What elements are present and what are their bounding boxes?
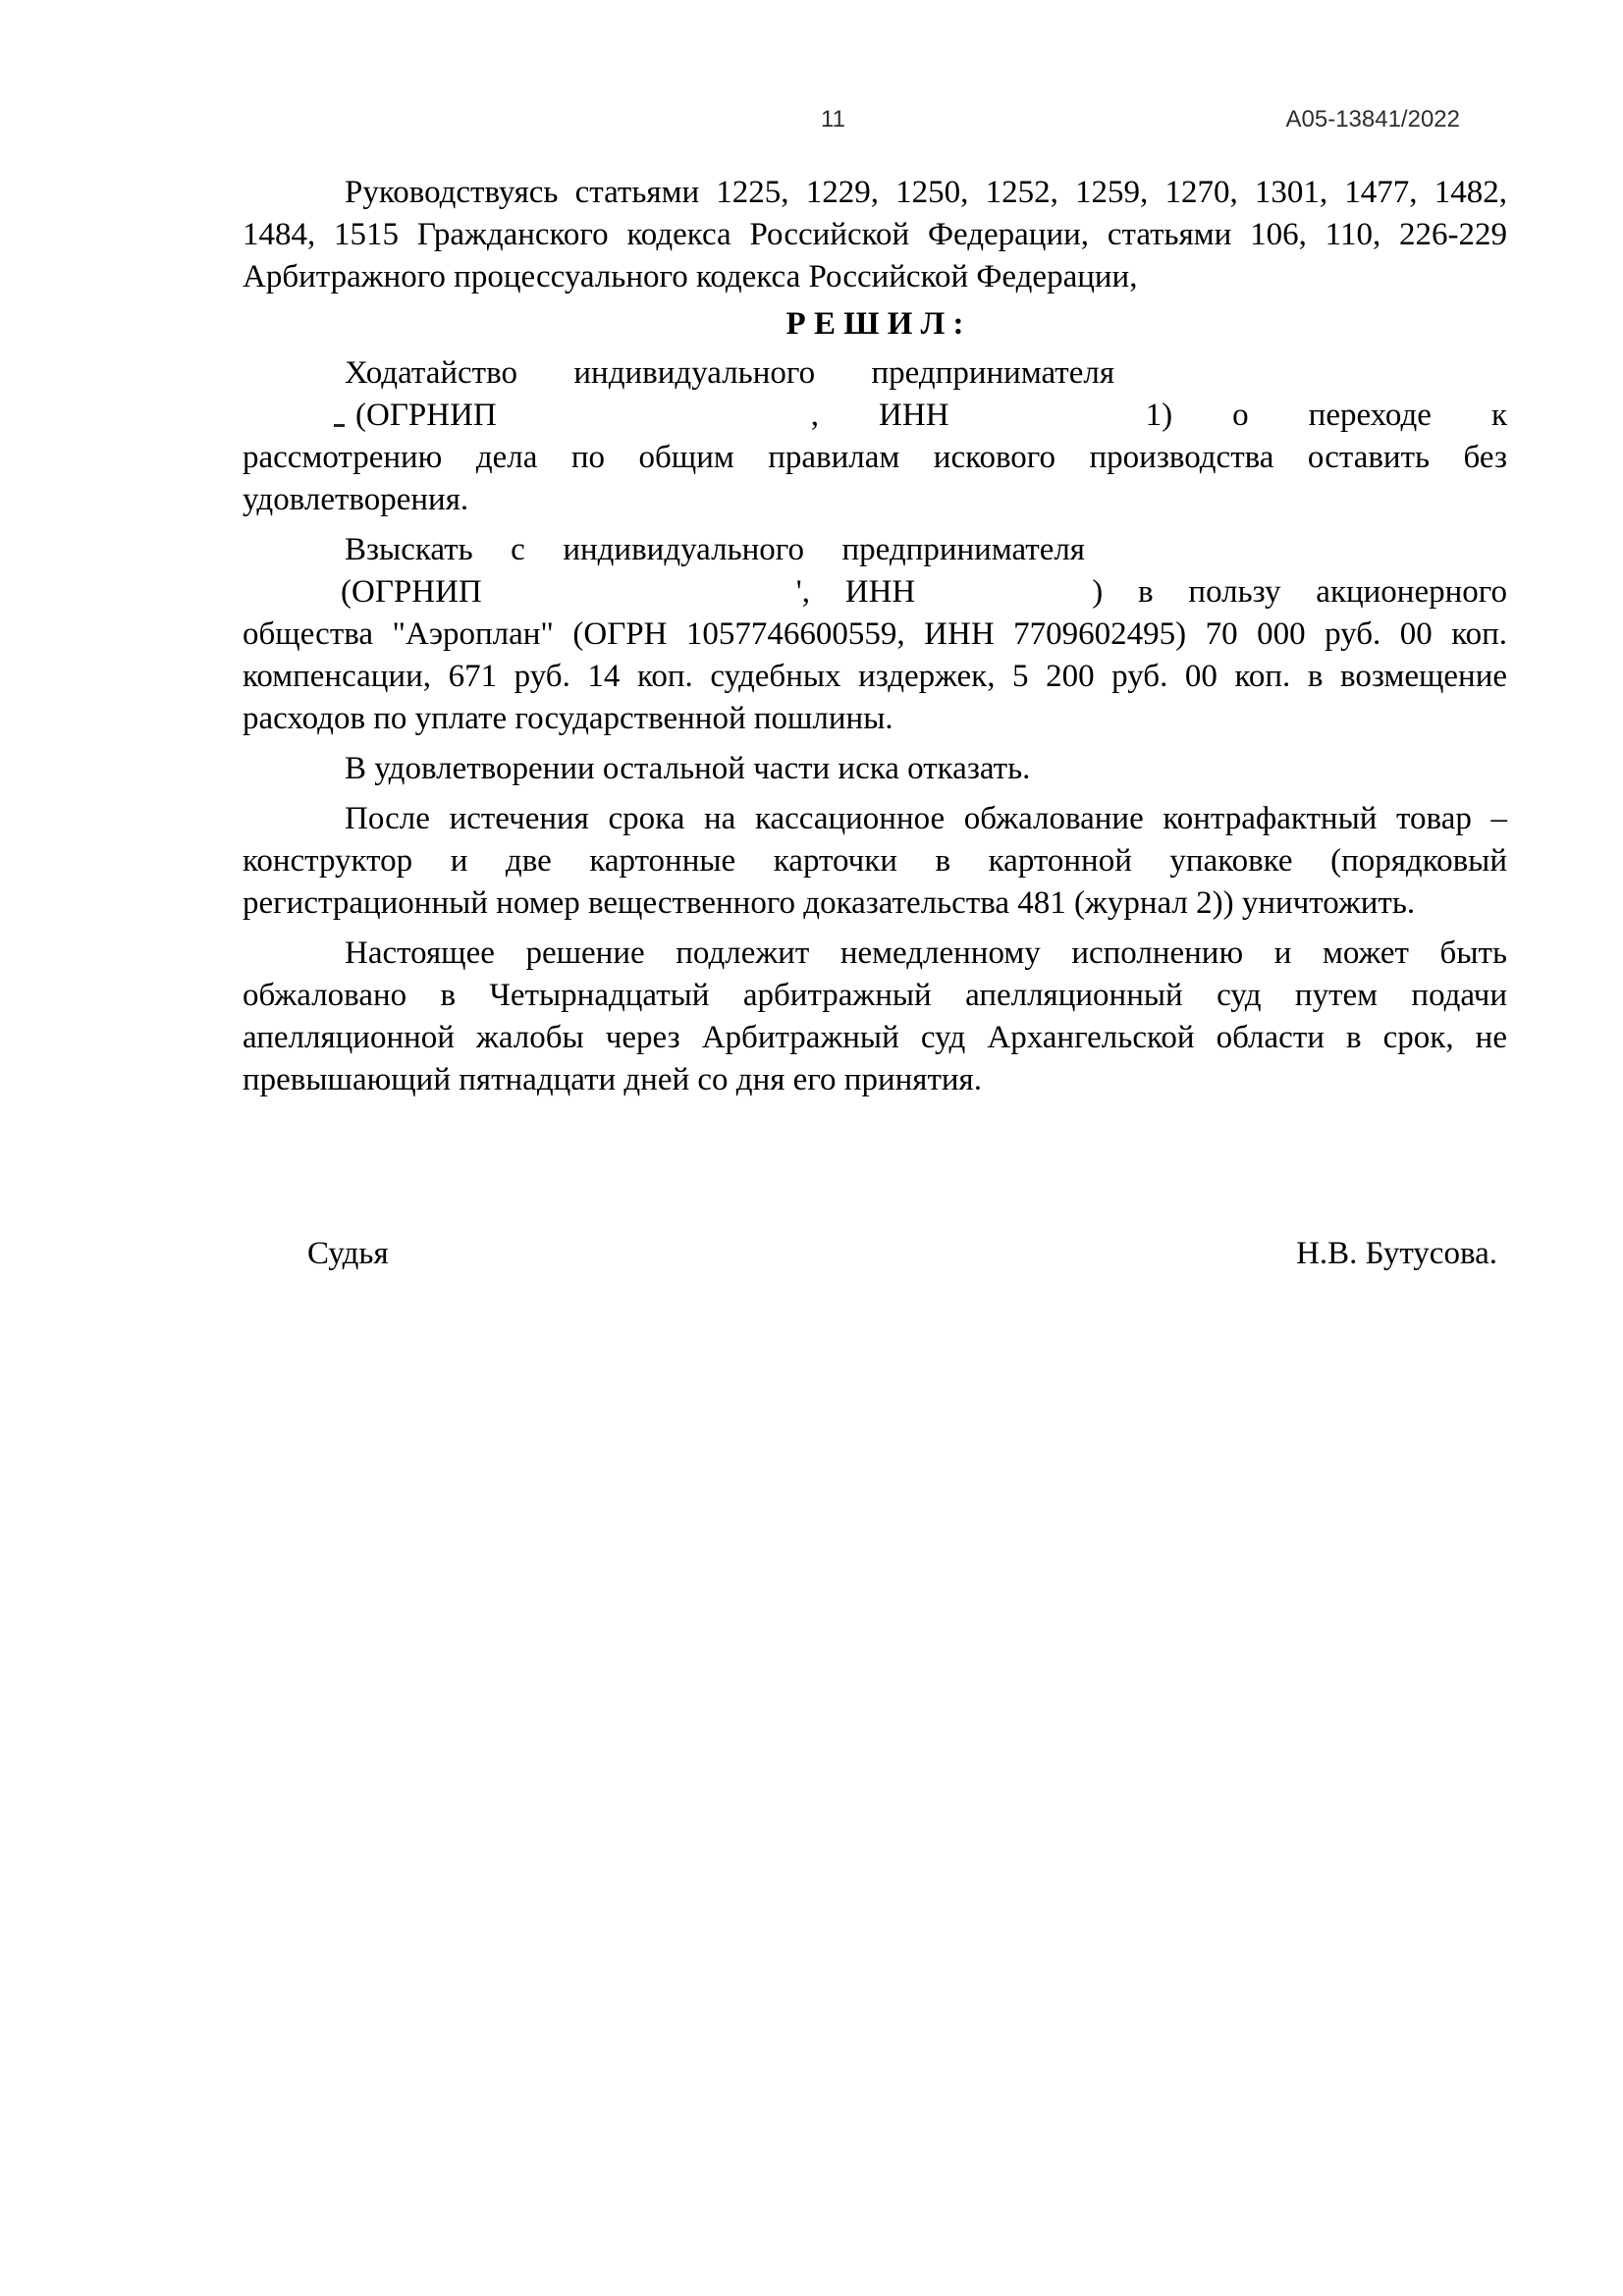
text-line	[243, 975, 1507, 1017]
text-segment: удовлетворения.	[243, 482, 469, 517]
text-line	[243, 698, 1507, 740]
text-line	[243, 840, 1507, 882]
text-segment: ', ИНН	[795, 574, 916, 610]
text-line	[243, 395, 1507, 437]
text-segment: расходов по уплате государственной пошлины.	[243, 701, 893, 736]
text-line	[243, 798, 1507, 840]
text-line	[243, 172, 1507, 214]
text-segment: , ИНН	[810, 398, 949, 433]
text-segment: После истечения срока на кассационное обжалование контрафактный товар –	[345, 801, 1507, 836]
judge-name: Н.В. Бутусова.	[1296, 1236, 1497, 1271]
decision-heading: Р Е Ш И Л :	[785, 306, 964, 342]
text-segment: конструктор и две картонные карточки в картонной упаковке (порядковый	[243, 843, 1507, 879]
redacted-text-area	[949, 424, 1146, 425]
text-segment: ) в пользу акционерного	[1092, 574, 1507, 610]
ruling-paragraphs-slot	[243, 352, 1507, 1101]
text-line	[243, 882, 1507, 925]
text-segment: Взыскать с индивидуального предпринимателя	[345, 532, 1085, 567]
text-line	[243, 214, 1507, 256]
text-segment: апелляционной жалобы через Арбитражный суд Архангельской области в срок, не	[243, 1020, 1507, 1055]
text-line	[243, 1017, 1507, 1059]
text-line	[243, 614, 1507, 656]
text-line	[243, 529, 1507, 571]
document-body	[243, 0, 1507, 1275]
text-segment: рассмотрению дела по общим правилам искового производства оставить без	[243, 440, 1507, 475]
text-line	[243, 479, 1507, 521]
redacted-text-area	[243, 424, 355, 425]
redacted-text-area	[1085, 559, 1507, 560]
text-line	[243, 437, 1507, 479]
signature-row	[243, 1233, 1507, 1275]
judge-role-label: Судья	[307, 1236, 389, 1271]
redacted-text-area	[915, 601, 1092, 602]
text-segment: (ОГРНИП	[341, 574, 482, 610]
page-number: 11	[821, 106, 845, 133]
paragraph	[243, 352, 1507, 521]
text-segment: регистрационный номер вещественного доказательства 481 (журнал 2)) уничтожить.	[243, 885, 1416, 921]
text-segment: обжаловано в Четырнадцатый арбитражный апелляционный суд путем подачи	[243, 978, 1507, 1013]
text-segment: Арбитражного процессуального кодекса Российской Федерации,	[243, 259, 1138, 294]
intro-paragraph-slot	[243, 172, 1507, 298]
text-segment: 1) о переходе к	[1145, 398, 1507, 433]
text-line	[243, 748, 1507, 790]
text-segment: общества "Аэроплан" (ОГРН 1057746600559, ИНН 7709602495) 70 000 руб. 00 коп.	[243, 616, 1507, 652]
text-segment: компенсации, 671 руб. 14 коп. судебных издержек, 5 200 руб. 00 коп. в возмещение	[243, 659, 1507, 694]
paragraph	[243, 748, 1507, 790]
text-line	[243, 352, 1507, 395]
case-number: А05-13841/2022	[1285, 106, 1460, 133]
text-line	[243, 933, 1507, 975]
redacted-text-area	[243, 601, 341, 602]
text-line	[243, 1059, 1507, 1101]
text-segment: 1484, 1515 Гражданского кодекса Российской Федерации, статьями 106, 110, 226-229	[243, 217, 1507, 252]
text-segment: Настоящее решение подлежит немедленному исполнению и может быть	[345, 935, 1507, 971]
text-line	[243, 571, 1507, 614]
text-segment: Руководствуясь статьями 1225, 1229, 1250, 1252, 1259, 1270, 1301, 1477, 1482,	[345, 175, 1507, 210]
text-line	[243, 256, 1507, 298]
text-segment: (ОГРНИП	[355, 398, 497, 433]
redacted-text-area	[482, 601, 796, 602]
text-line	[243, 656, 1507, 698]
paragraph	[243, 529, 1507, 740]
text-segment: превышающий пятнадцати дней со дня его принятия.	[243, 1062, 982, 1097]
paragraph	[243, 798, 1507, 925]
text-segment: Ходатайство индивидуального предпринимателя	[345, 355, 1114, 391]
redacted-text-area	[1114, 382, 1507, 383]
redacted-text-area	[497, 424, 811, 425]
text-segment: В удовлетворении остальной части иска отказать.	[345, 751, 1031, 786]
paragraph	[243, 933, 1507, 1101]
paragraph	[243, 172, 1507, 298]
